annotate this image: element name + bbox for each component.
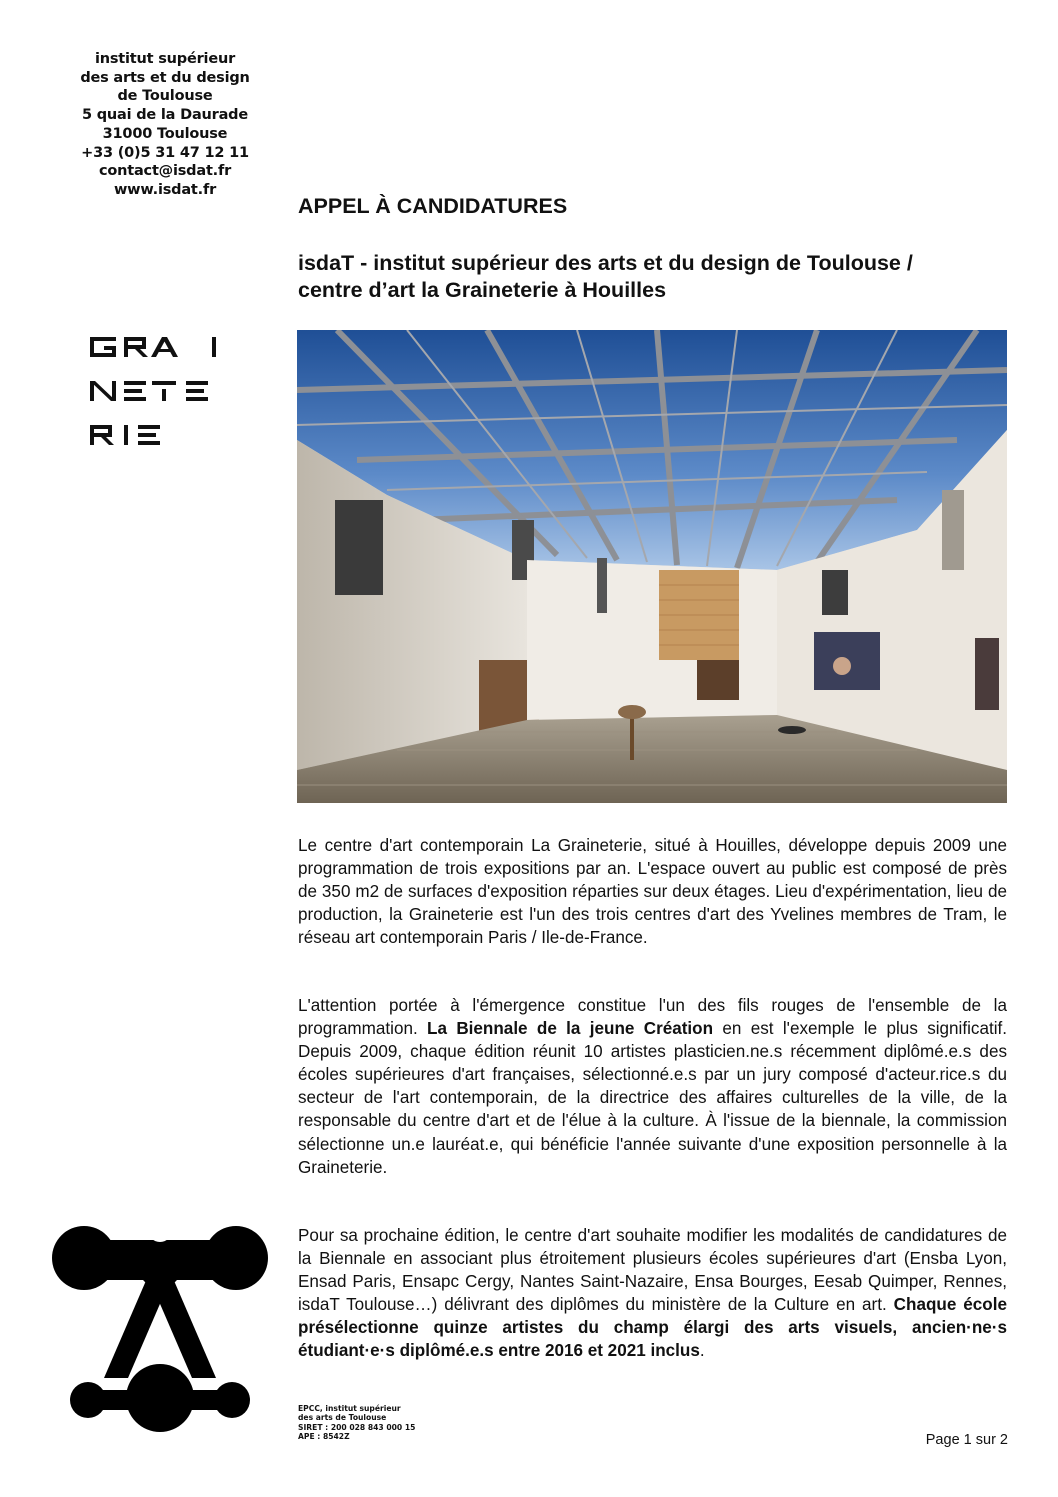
address-line: 31000 Toulouse xyxy=(102,125,228,142)
biennale-paragraph xyxy=(298,994,1007,1179)
address-line: de Toulouse xyxy=(117,88,213,105)
address-line: des arts et du design xyxy=(80,69,250,86)
paragraph-text: Pour sa prochaine édition, le centre d'art souhaite modifier les modalités de candidatures de la Biennale en associant plus étroitement plusieurs écoles supérieures d'art (Ensba Lyon, Ensad Paris, Ensapc Cergy, Nantes Saint-Nazaire, Ensa Bourges, Eesab Quimper, Rennes, isdaT Toulouse…) délivrant des diplômes du ministère de la Culture en art. xyxy=(298,1226,1007,1315)
footer-legal xyxy=(298,1404,415,1442)
paragraph-text: . xyxy=(699,1341,705,1361)
subtitle-line-1: isdaT - institut supérieur des arts et du design de Toulouse / xyxy=(298,251,913,275)
address-line: +33 (0)5 31 47 12 11 xyxy=(81,144,249,161)
page-subtitle xyxy=(298,250,1018,304)
page-title: APPEL À CANDIDATURES xyxy=(298,194,568,218)
legal-line: des arts de Toulouse xyxy=(298,1413,387,1423)
selection-criteria: Chaque école présélectionne quinze artistes du champ élargi des arts visuels, ancien·ne·s étudiant·e·s diplômé.e.s entre 2016 et 2021 inclus xyxy=(298,1295,1007,1361)
subtitle-line-2: centre d’art la Graineterie à Houilles xyxy=(298,278,667,302)
address-line: institut supérieur xyxy=(94,51,236,67)
isdat-logo xyxy=(50,1218,270,1438)
address-website: www.isdat.fr xyxy=(113,181,217,198)
page-number: Page 1 sur 2 xyxy=(925,1432,1008,1448)
graineterie-logo xyxy=(90,337,220,447)
legal-line: APE : 8542Z xyxy=(298,1432,350,1442)
address-line: 5 quai de la Daurade xyxy=(82,107,248,124)
paragraph-text: L'attention portée à l'émergence constitue l'un des fils rouges de l'ensemble de la programmation. xyxy=(298,996,1007,1039)
exhibition-hall-photo xyxy=(297,330,1007,803)
biennale-name: La Biennale de la jeune Création xyxy=(427,1019,714,1039)
header-address xyxy=(60,50,270,200)
intro-paragraph: Le centre d'art contemporain La Graineterie, situé à Houilles, développe depuis 2009 une programmation de trois expositions par an. L'espace ouvert au public est composé de près de 350 m2 de surfaces d'exposition réparties sur deux étages. Lieu d'expérimentation, lieu de production, la Graineterie est l'un des trois centres d'art des Yvelines membres de Tram, le réseau art contemporain Paris / Ile-de-France. xyxy=(298,836,1007,948)
legal-line: SIRET : 200 028 843 000 15 xyxy=(298,1422,416,1432)
address-email: contact@isdat.fr xyxy=(98,163,232,180)
paragraph-text: en est l'exemple le plus significatif. Depuis 2009, chaque édition réunit 10 artistes plasticien.ne.s récemment diplômé.e.s des écoles supérieures d'art françaises, sélectionné.e.s par un jury composé d'acteur.rice.s du secteur de l'art contemporain, de la directrice des affaires culturelles de la ville, de la responsable du centre d'art et de l'élue à la culture. À l'issue de la biennale, la commission sélectionne un.e lauréat.e, qui bénéficie l'année suivante d'une exposition personnelle à la Graineterie. xyxy=(298,1019,1007,1177)
edition-paragraph xyxy=(298,1224,1007,1363)
legal-line: EPCC, institut supérieur xyxy=(298,1404,401,1413)
